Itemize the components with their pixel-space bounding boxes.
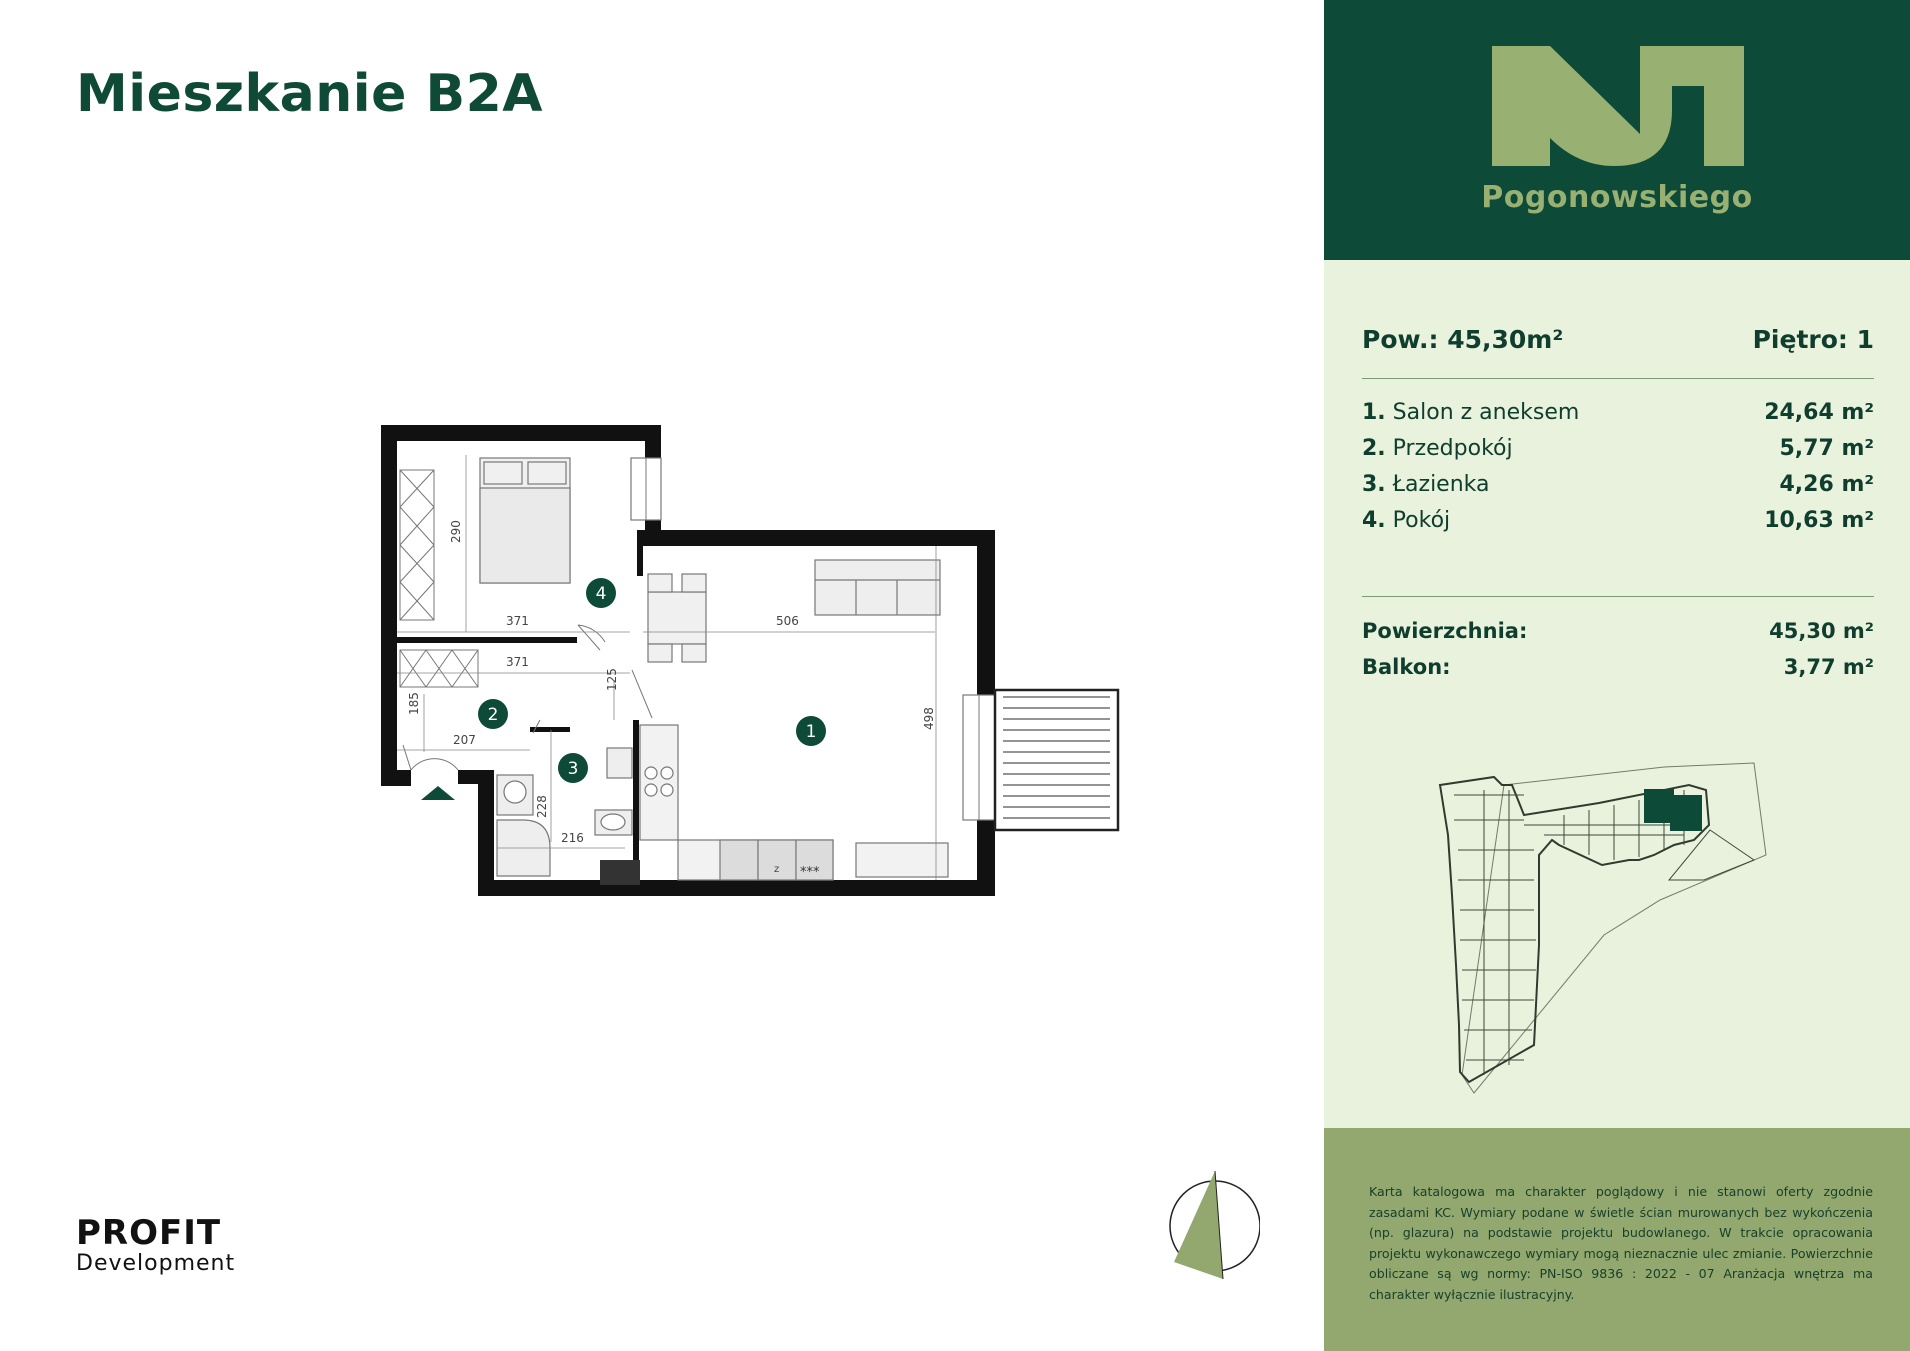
room-number: 4. <box>1362 508 1386 533</box>
summary-row <box>1362 325 1874 354</box>
balcony-label: Balkon: <box>1362 655 1451 679</box>
floor-number: Piętro: 1 <box>1752 325 1874 354</box>
disclaimer-box <box>1324 1128 1910 1351</box>
room-row <box>1362 400 1874 425</box>
divider <box>1362 596 1874 597</box>
room-row <box>1362 436 1874 461</box>
wardrobe <box>400 470 434 620</box>
surface-row <box>1362 619 1874 643</box>
brand-name: Pogonowskiego <box>1481 180 1753 215</box>
dining-table <box>648 574 706 662</box>
balcony <box>995 690 1118 830</box>
room-marker: 2 <box>487 705 499 725</box>
brand-logo-icon <box>1492 46 1744 168</box>
surface-label: Powierzchnia: <box>1362 619 1528 643</box>
surface-value: 45,30 m² <box>1769 619 1874 643</box>
room-row <box>1362 508 1874 533</box>
disclaimer-text: Karta katalogowa ma charakter poglądowy i nie stanowi oferty zgodnie zasadami KC. Wymiary podane w świetle ścian murowanych bez wykończenia (np. glazura) na podstawie projektu budowlanego. W trakcie opracowania projektu wykonawczego wymiary mogą nieznacznie ulec zmianie. Powierzchnie obliczane są wg normy: PN-ISO 9836 : 2022 - 07 Aranżacja wnętrza ma charakter wyłącznie ilustracyjny. <box>1369 1184 1873 1302</box>
dim-label: 216 <box>561 831 584 845</box>
balcony-value: 3,77 m² <box>1783 655 1874 679</box>
kitchen-z-label: z <box>774 864 780 875</box>
room-name: Łazienka <box>1392 472 1490 497</box>
room-name: Pokój <box>1392 508 1451 533</box>
room-number: 3. <box>1362 472 1386 497</box>
sofa <box>815 560 940 615</box>
developer-sub: Development <box>76 1251 236 1276</box>
kitchen <box>640 725 948 880</box>
dim-label: 371 <box>506 655 529 669</box>
kitchen-appliance-label: *** <box>800 865 820 880</box>
north-arrow-icon <box>1160 1165 1260 1285</box>
info-panel <box>1324 0 1910 1351</box>
dim-label: 228 <box>535 795 549 818</box>
site-plan <box>1424 745 1804 1095</box>
room-name: Salon z aneksem <box>1392 400 1580 425</box>
room-row <box>1362 472 1874 497</box>
dim-label: 125 <box>605 668 619 691</box>
bed <box>480 458 570 583</box>
dim-label: 207 <box>453 733 476 747</box>
room-area: 5,77 m² <box>1779 436 1874 461</box>
room-area: 24,64 m² <box>1764 400 1874 425</box>
page-title: Mieszkanie B2A <box>76 64 544 124</box>
balcony-row <box>1362 655 1874 679</box>
room-area: 10,63 m² <box>1764 508 1874 533</box>
divider <box>1362 378 1874 379</box>
room-number: 2. <box>1362 436 1386 461</box>
developer-name: PROFIT <box>76 1213 222 1253</box>
dim-label: 185 <box>407 692 421 715</box>
dim-label: 290 <box>449 520 463 543</box>
floor-plan <box>370 410 1130 930</box>
total-area: Pow.: 45,30m² <box>1362 325 1564 354</box>
dim-label: 498 <box>922 707 936 730</box>
dim-label: 371 <box>506 614 529 628</box>
dim-label: 506 <box>776 614 799 628</box>
room-marker: 4 <box>595 584 607 604</box>
room-number: 1. <box>1362 400 1386 425</box>
room-area: 4,26 m² <box>1779 472 1874 497</box>
brand-header <box>1324 0 1910 260</box>
developer-logo <box>76 1215 235 1276</box>
room-marker: 1 <box>805 722 817 742</box>
entrance-marker <box>421 786 455 800</box>
room-name: Przedpokój <box>1392 436 1513 461</box>
room-marker: 3 <box>567 759 579 779</box>
